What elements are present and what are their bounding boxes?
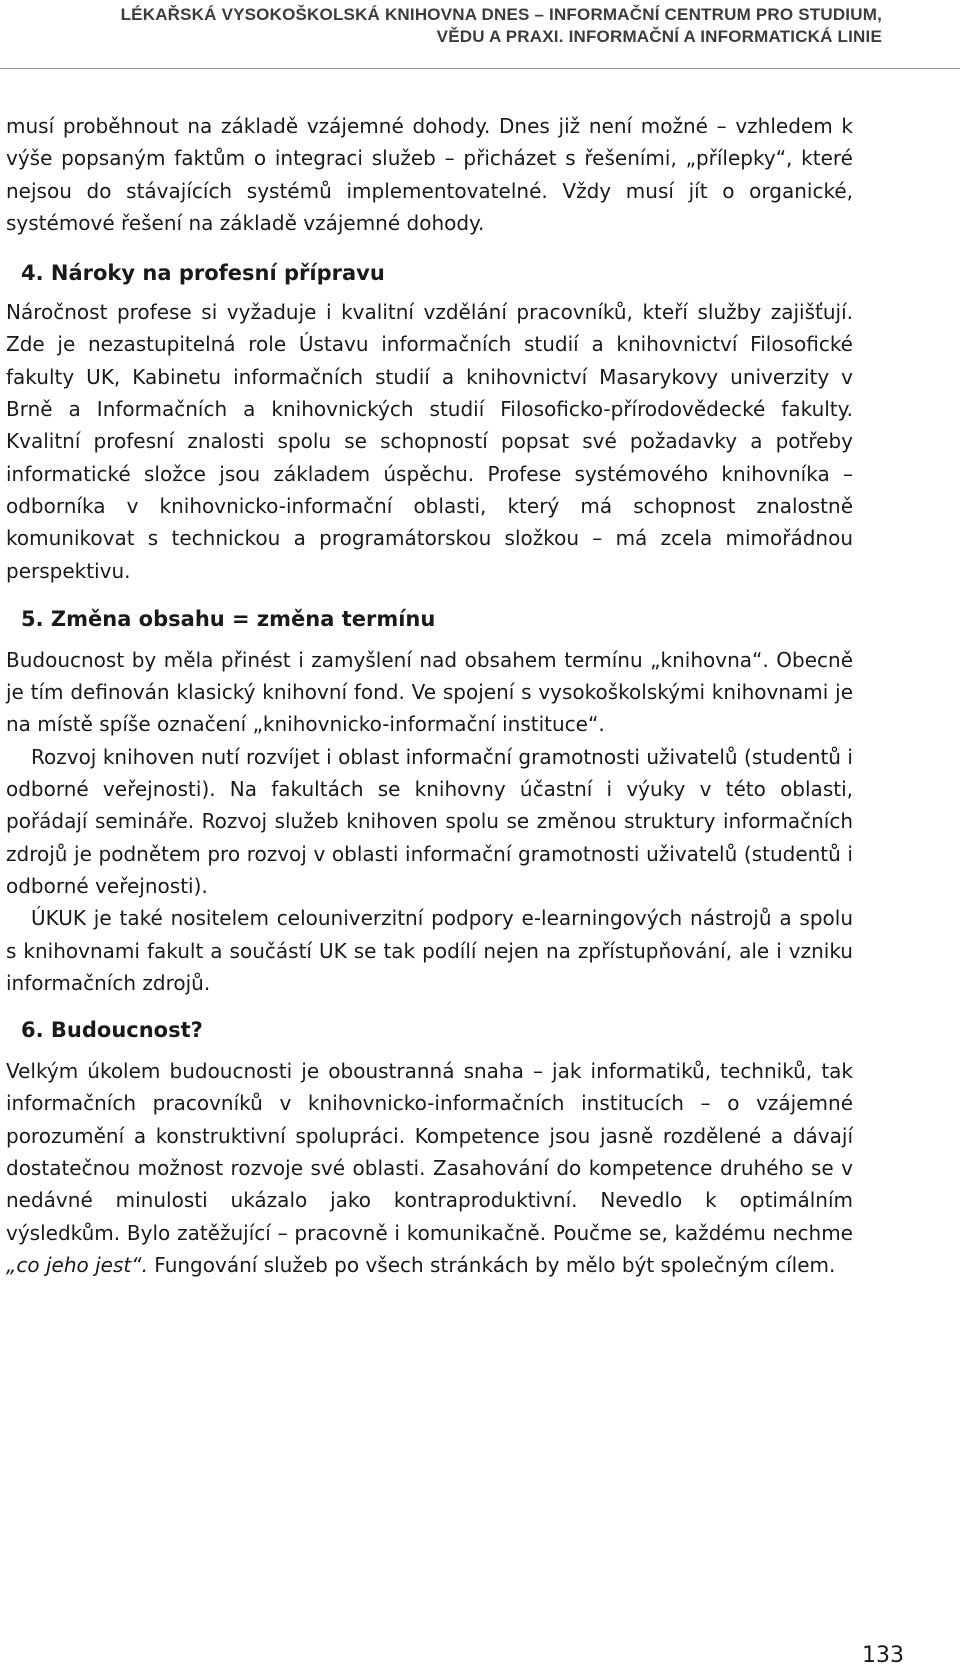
page-number: 133	[862, 1643, 904, 1668]
running-header	[22, 4, 882, 48]
body-text	[6, 110, 853, 1281]
section-4-heading: 4. Nároky na profesní přípravu	[21, 261, 385, 286]
running-header-line-1: LÉKAŘSKÁ VYSOKOŠKOLSKÁ KNIHOVNA DNES – INFORMAČNÍ CENTRUM PRO STUDIUM,	[120, 5, 882, 24]
section-5-paragraph-2: Rozvoj knihoven nutí rozvíjet i oblast informační gramotnosti uživatelů (studentů i odborné veřejnosti). Na fakultách se knihovny účastní i výuky v této oblasti, pořádají semináře. Rozvoj služeb knihoven spolu se změnou struktury informačních zdrojů je podnětem pro rozvoj v oblasti informační gramotnosti uživatelů (studentů i odborné veřejnosti).	[6, 744, 853, 898]
section-5-paragraph-1: Budoucnost by měla přinést i zamyšlení nad obsahem termínu „knihovna“. Obecně je tím definován klasický knihovní fond. Ve spojení s vysokoškolskými knihovnami je na místě spíše označení „knihovnicko-informační instituce“.	[6, 647, 853, 737]
section-6-paragraph-1	[6, 1055, 853, 1281]
section-5-paragraph-3: ÚKUK je také nositelem celouniverzitní podpory e-learningových nástrojů a spolu s knihovnami fakult a součástí UK se tak podílí nejen na zpřístupňování, ale i vzniku informačních zdrojů.	[6, 906, 853, 995]
section-6-text-start: Velkým úkolem budoucnosti je oboustranná snaha – jak informatiků, techniků, tak informačních pracovníků v knihovnicko-informačních institucích – o vzájemné porozumění a konstruktivní spolupráci. Kompetence jsou jasně rozdělené a dávají dostatečnou možnost rozvoje své oblasti. Zasahování do kompetence druhého se v nedávné minulosti ukázalo jako kontraproduktivní. Nevedlo k optimálním výsledkům. Bylo zatěžující – pracovně i komunikačně. Poučme se, každému nechme	[6, 1059, 853, 1245]
section-4-paragraph-1: Náročnost profese si vyžaduje i kvalitní vzdělání pracovníků, kteří služby zajišťují. Zde je nezastupitelná role Ústavu informačních studií a knihovnictví Filosofické fakulty UK, Kabinetu informačních studií a knihovnictví Masarykovy univerzity v Brně a Informačních a knihovnických studií Filosoficko-přírodovědecké fakulty. Kvalitní profesní znalosti spolu se schopností popsat své požadavky a potřeby informatické složce jsou základem úspěchu. Profese systémového knihovníka – odborníka v knihovnicko-informační oblasti, který má schopnost znalostně komunikovat s technickou a programátorskou složkou – má zcela mimořádnou perspektivu.	[6, 300, 853, 583]
section-6-italic-quote: „co jeho jest“.	[6, 1252, 148, 1277]
section-6-heading: 6. Budoucnost?	[21, 1018, 203, 1043]
section-6-text-end: Fungování služeb po všech stránkách by mělo být společným cílem.	[147, 1252, 836, 1277]
running-header-line-2: VĚDU A PRAXI. INFORMAČNÍ A INFORMATICKÁ LINIE	[436, 27, 882, 46]
intro-paragraph: musí proběhnout na základě vzájemné dohody. Dnes již není možné – vzhledem k výše popsaným faktům o integraci služeb – přicházet s řešeními, „přílepky“, které nejsou do stávajících systémů implementovatelné. Vždy musí jít o organické, systémové řešení na základě vzájemné dohody.	[6, 114, 853, 235]
header-divider	[0, 68, 960, 69]
section-5-heading: 5. Změna obsahu = změna termínu	[21, 606, 436, 631]
